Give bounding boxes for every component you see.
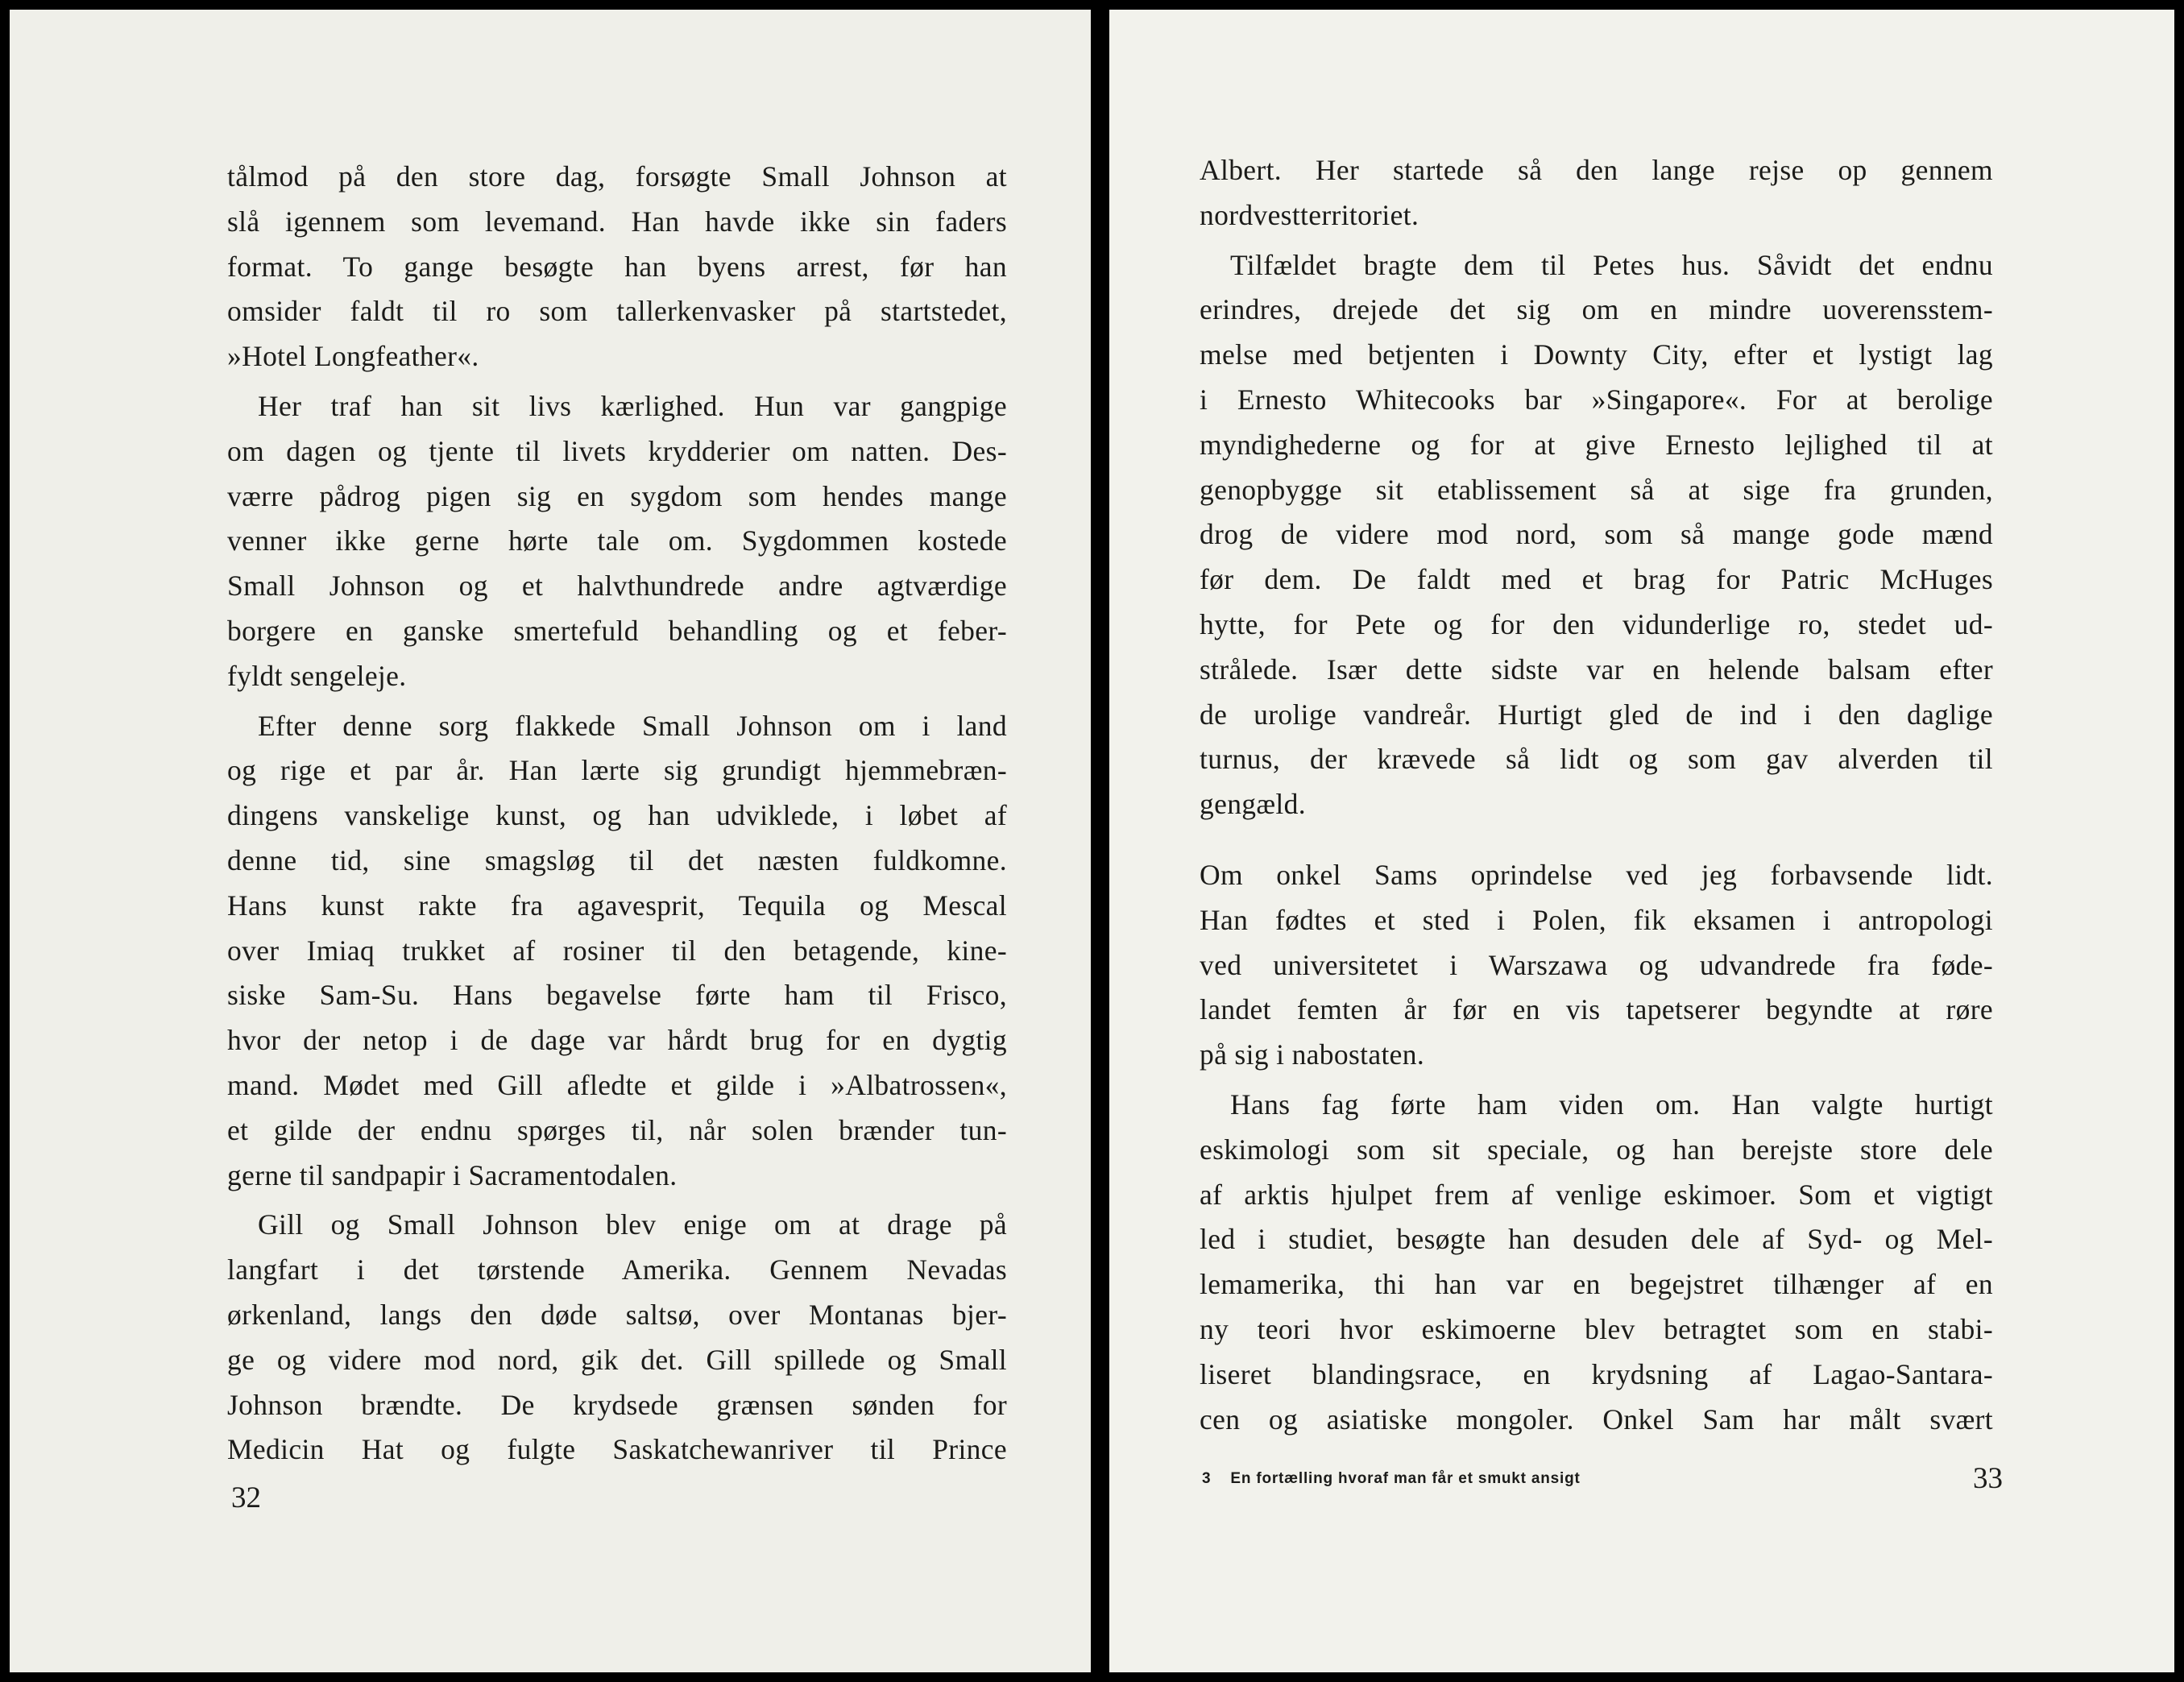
text-line: ørkenland, langs den døde saltsø, over Montanas bjer- <box>227 1298 1007 1331</box>
text-line: myndighederne og for at give Ernesto lejlighed til at <box>1200 428 1993 461</box>
text-line: tålmod på den store dag, forsøgte Small Johnson at <box>227 160 1007 193</box>
text-line: format. To gange besøgte han byens arrest, før han <box>227 250 1007 283</box>
text-line: hvor der netop i de dage var hårdt brug for en dygtig <box>227 1024 1007 1057</box>
signature-mark: 3 <box>1202 1470 1212 1487</box>
text-line: lemamerika, thi han var en begejstret tilhænger af en <box>1200 1268 1993 1301</box>
text-line: omsider faldt til ro som tallerkenvasker på startstedet, <box>227 295 1007 328</box>
text-line: Her traf han sit livs kærlighed. Hun var gangpige <box>258 389 1007 422</box>
text-line: venner ikke gerne hørte tale om. Sygdommen kostede <box>227 524 1007 557</box>
left-page <box>10 10 1091 1672</box>
paragraph <box>1200 1083 1993 1442</box>
text-line: borgere en ganske smertefuld behandling og et feber- <box>227 614 1007 647</box>
text-line: i Ernesto Whitecooks bar »Singapore«. For at berolige <box>1200 383 1993 416</box>
text-line: gerne til sandpapir i Sacramentodalen. <box>227 1158 678 1191</box>
text-line: Om onkel Sams oprindelse ved jeg forbavsende lidt. <box>1200 858 1993 891</box>
text-line: om dagen og tjente til livets krydderier om natten. Des- <box>227 434 1007 467</box>
text-line: Han fødtes et sted i Polen, fik eksamen i antropologi <box>1200 903 1993 936</box>
text-line: ved universitetet i Warszawa og udvandrede fra føde- <box>1200 948 1993 981</box>
right-page <box>1109 10 2174 1672</box>
footer-signature-line <box>1202 1469 1581 1489</box>
text-line: Gill og Small Johnson blev enige om at drage på <box>258 1208 1007 1241</box>
paragraph <box>227 704 1007 1199</box>
text-line: slå igennem som levemand. Han havde ikke sin faders <box>227 205 1007 238</box>
text-line: landet femten år før en vis tapetserer begyndte at røre <box>1200 993 1993 1026</box>
text-line: på sig i nabostaten. <box>1200 1038 1425 1071</box>
text-line: gengæld. <box>1200 788 1306 821</box>
text-line: hytte, for Pete og for den vidunderlige ro, stedet ud- <box>1200 607 1993 640</box>
text-line: cen og asiatiske mongoler. Onkel Sam har målt svært <box>1200 1402 1993 1436</box>
text-line: genopbygge sit etablissement så at sige fra grunden, <box>1200 473 1993 506</box>
text-line: af arktis hjulpet frem af venlige eskimoer. Som et vigtigt <box>1200 1178 1993 1211</box>
text-line: værre pådrog pigen sig en sygdom som hendes mange <box>227 479 1007 512</box>
text-line: Johnson brændte. De krydsede grænsen sønden for <box>227 1388 1007 1421</box>
text-line: fyldt sengeleje. <box>227 659 407 692</box>
page-number: 32 <box>231 1481 261 1514</box>
text-line: før dem. De faldt med et brag for Patric McHuges <box>1200 563 1993 596</box>
text-line: drog de videre mod nord, som så mange gode mænd <box>1200 518 1993 551</box>
text-line: Albert. Her startede så den lange rejse op gennem <box>1200 154 1993 186</box>
text-line: Efter denne sorg flakkede Small Johnson om i land <box>258 709 1007 742</box>
text-line: siske Sam-Su. Hans begavelse førte ham til Frisco, <box>227 979 1007 1012</box>
page-number: 33 <box>1973 1462 2003 1495</box>
text-line: Small Johnson og et halvthundrede andre agtværdige <box>227 570 1007 603</box>
text-line: ny teori hvor eskimoerne blev betragtet som en stabi- <box>1200 1312 1993 1345</box>
text-line: mand. Mødet med Gill afledte et gilde i »Albatrossen«, <box>227 1068 1007 1101</box>
paragraph <box>1200 853 1993 1078</box>
text-line: liseret blandingsrace, en krydsning af Lagao-Santara- <box>1200 1357 1993 1390</box>
paragraph <box>227 155 1007 379</box>
text-line: Hans fag førte ham viden om. Han valgte hurtigt <box>1230 1088 1993 1121</box>
text-line: melse med betjenten i Downty City, efter et lystigt lag <box>1200 338 1993 371</box>
text-line: eskimologi som sit speciale, og han berejste store dele <box>1200 1133 1993 1166</box>
text-line: de urolige vandreår. Hurtigt gled de ind i den daglige <box>1200 698 1993 731</box>
text-line: nordvestterritoriet. <box>1200 198 1419 231</box>
text-line: denne tid, sine smagsløg til det næsten fuldkomne. <box>227 843 1007 876</box>
right-page-body <box>1200 148 1993 1442</box>
text-line: Tilfældet bragte dem til Petes hus. Såvidt det endnu <box>1230 248 1993 281</box>
text-line: turnus, der krævede så lidt og som gav alverden til <box>1200 743 1993 776</box>
paragraph <box>227 384 1007 699</box>
running-footer-title: En fortælling hvoraf man får et smukt ansigt <box>1230 1470 1581 1487</box>
left-page-body <box>227 155 1007 1473</box>
text-line: over Imiaq trukket af rosiner til den betagende, kine- <box>227 934 1007 967</box>
text-line: ge og videre mod nord, gik det. Gill spillede og Small <box>227 1343 1007 1376</box>
paragraph <box>227 1203 1007 1473</box>
text-line: langfart i det tørstende Amerika. Gennem Nevadas <box>227 1253 1007 1286</box>
text-line: et gilde der endnu spørges til, når solen brænder tun- <box>227 1113 1007 1146</box>
paragraph <box>1200 148 1993 238</box>
text-line: »Hotel Longfeather«. <box>227 340 479 373</box>
text-line: dingens vanskelige kunst, og han udviklede, i løbet af <box>227 799 1007 832</box>
paragraph <box>1200 243 1993 827</box>
text-line: led i studiet, besøgte han desuden dele af Syd- og Mel- <box>1200 1223 1993 1256</box>
text-line: strålede. Især dette sidste var en helende balsam efter <box>1200 652 1993 686</box>
text-line: og rige et par år. Han lærte sig grundigt hjemmebræn- <box>227 754 1007 787</box>
text-line: erindres, drejede det sig om en mindre uoverensstem- <box>1200 293 1993 326</box>
text-line: Hans kunst rakte fra agavesprit, Tequila og Mescal <box>227 889 1007 922</box>
text-line: Medicin Hat og fulgte Saskatchewanriver til Prince <box>227 1433 1007 1466</box>
